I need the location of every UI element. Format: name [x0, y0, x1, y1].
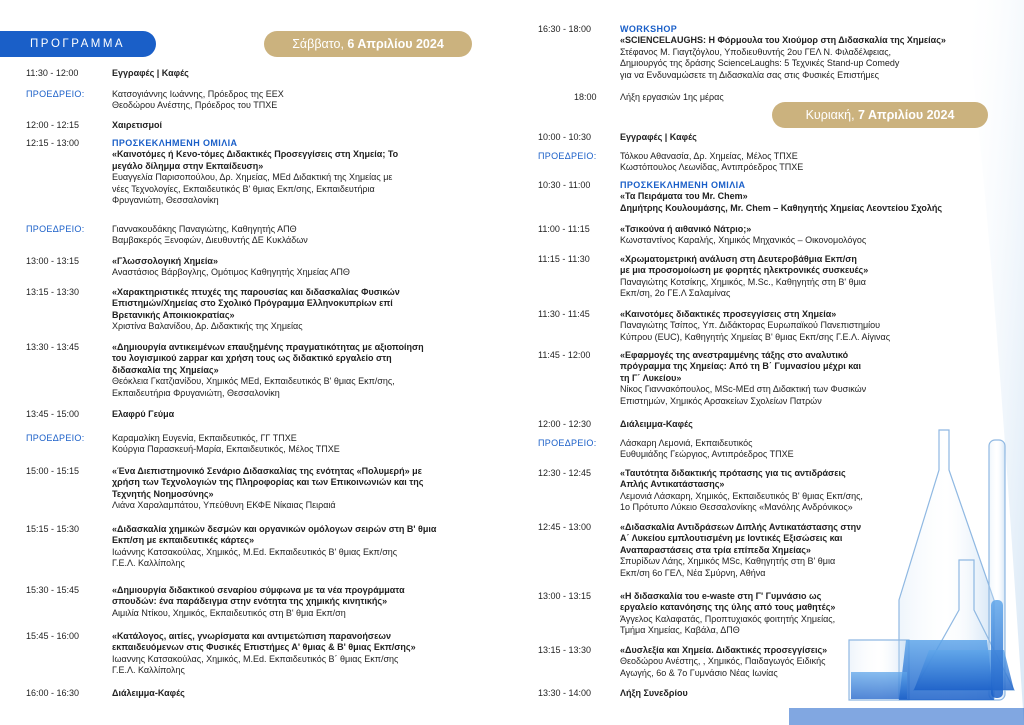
- speaker-line: Τόλκου Αθανασία, Δρ. Χημείας, Μέλος ΤΠΧΕ: [620, 151, 798, 161]
- item-content: [112, 138, 398, 206]
- item-content: [620, 468, 863, 514]
- speaker-line: Αναστάσιος Βάρβογλης, Ομότιμος Καθηγητής Χημείας ΑΠΘ: [112, 267, 350, 278]
- day1-date-badge: [264, 31, 472, 57]
- talk-title-line: «Διδασκαλία χημικών δεσμών και οργανικών ομόλογων σειρών στη Β' θμια: [112, 524, 437, 534]
- speaker-line: Στέφανος Μ. Γιαγτζόγλου, Υποδιευθυντής 2ου ΓΕΛ Ν. Φιλαδέλφειας,: [620, 46, 892, 57]
- speaker-line: Νίκος Γιαννακόπουλος, MSc-MEd στη Διδακτική των Φυσικών: [620, 384, 867, 395]
- day1-date: 6 Απριλίου 2024: [347, 37, 444, 51]
- speaker-line: Κούργια Παρασκευή-Μαρία, Εκπαιδευτικός, Μέλος ΤΠΧΕ: [112, 444, 340, 455]
- time-slot: 12:00 - 12:15: [26, 120, 80, 130]
- talk-title-line: «Χρωματομετρική ανάλυση στη Δευτεροβάθμια Εκπ/ση: [620, 254, 857, 264]
- speaker-line: Κύπρου (EUC), Καθηγητής Χημείας Β' θμιας Εκπ/σης Γ.Ε.Λ. Αίγινας: [620, 331, 891, 342]
- time-slot: 15:30 - 15:45: [26, 585, 80, 595]
- item-content: [112, 433, 340, 456]
- chair-label: ΠΡΟΕΔΡΕΙΟ:: [26, 224, 85, 234]
- time-slot: 15:15 - 15:30: [26, 524, 80, 534]
- talk-title-line: του λογισμικού zappar και χρήση τους ως διδακτικό εργαλείο στη: [112, 353, 392, 364]
- speaker-line: Αιμιλία Ντίκου, Χημικός, Εκπαιδευτικός στη Β' θμια Εκπ/ση: [112, 607, 346, 618]
- talk-title-line: «Καινοτόμες ή Κενο-τόμες Διδακτικές Προσεγγίσεις στη Χημεία; Το: [112, 149, 399, 160]
- speaker-line: Κατσογιάννης Ιωάννης, Πρόεδρος της ΕΕΧ: [112, 89, 284, 99]
- day2-weekday: Κυριακή,: [805, 108, 859, 122]
- speaker-line: Γ.Ε.Λ. Καλλίπολης: [112, 558, 185, 569]
- talk-title-line: «Τα Πειράματα του Mr. Chem»: [620, 191, 748, 202]
- speaker-line: Κωνσταντίνος Καραλής, Χημικός Μηχανικός – Οικονομολόγος: [620, 235, 867, 246]
- speaker-line: Βαμβακερός Ξενοφών, Διευθυντής ΔΕ Κυκλάδων: [112, 235, 308, 246]
- day2-date: 7 Απριλίου 2024: [858, 108, 955, 122]
- talk-title-line: «Κατάλογος, αιτίες, γνωρίσματα και αντιμετώπιση παρανοήσεων: [112, 631, 391, 641]
- item-content: [112, 287, 400, 333]
- speaker-line: Λιάνα Χαραλαμπάτου, Υπεύθυνη ΕΚΦΕ Νίκαιας Πειραιά: [112, 500, 336, 511]
- talk-title-line: εκπαιδευόμενων στις Φυσικές Επιστήμες Α' θμιας & Β' θμιας Εκπ/σης»: [112, 642, 416, 653]
- talk-title-line: με μια προσομοίωση με φορητές ηλεκτρονικές συσκευές»: [620, 265, 869, 276]
- talk-title-line: «Εφαρμογές της ανεστραμμένης τάξης στο αναλυτικό: [620, 350, 849, 360]
- speaker-line: Τμήμα Χημείας, Καβάλα, ΔΠΘ: [620, 625, 740, 636]
- item-content: [112, 688, 185, 699]
- talk-title-line: διδασκαλία της Χημείας»: [112, 364, 219, 375]
- speaker-line: Λάσκαρη Λεμονιά, Εκπαιδευτικός: [620, 438, 753, 448]
- time-slot: 12:00 - 12:30: [538, 419, 592, 429]
- speaker-line: για να Ενδυναμώσετε τη Διδασκαλία σας στις Φυσικές Επιστήμες: [620, 69, 879, 80]
- speaker-line: Παναγιώτης Τσίπος, Υπ. Διδάκτορας Ευρωπαϊκού Πανεπιστημίου: [620, 320, 881, 331]
- talk-title-line: Εκπ/ση με εκπαιδευτικές κάρτες»: [112, 535, 255, 546]
- talk-title-line: πρόγραμμα της Χημείας: Από τη Β΄ Γυμνασίου μέχρι και: [620, 361, 862, 372]
- time-slot: 18:00: [574, 92, 597, 102]
- talk-title-line: σπουδών: ένα παράδειγμα στην ενότητα της χημικής κινητικής»: [112, 596, 388, 607]
- talk-title-line: Εγγραφές | Καφές: [620, 132, 697, 142]
- speaker-line: Εκπαιδευτήρια Φρυγανιώτη, Θεσσαλονίκη: [112, 387, 280, 398]
- talk-title-line: «Ένα Διεπιστημονικό Σενάριο Διδασκαλίας της ενότητας «Πολυμερή» με: [112, 466, 422, 476]
- speaker-line: Ευθυμιάδης Γεώργιος, Αντιπρόεδρος ΤΠΧΕ: [620, 449, 794, 460]
- speaker-line: Θεόκλεια Γκατζιανίδου, Χημικός MEd, Εκπαιδευτικός Β' θμιας Εκπ/σης,: [112, 376, 395, 387]
- speaker-line: Ιωαννης Κατσακούλας, Χημικός, M.Ed. Εκπαιδευτικός Β΄ θμιας Εκπ/σης: [112, 653, 399, 664]
- item-content: [112, 120, 162, 131]
- item-content: [112, 89, 284, 112]
- time-slot: 11:30 - 11:45: [538, 309, 590, 319]
- talk-title-line: Χαιρετισμοί: [112, 120, 163, 130]
- item-content: [620, 645, 827, 679]
- talk-title-line: «Δυσλεξία και Χημεία. Διδακτικές προσεγγίσεις»: [620, 645, 828, 655]
- speaker-line: Εκπ/ση 6ο ΓΕΛ, Νέα Σμύρνη, Αθήνα: [620, 567, 766, 578]
- time-slot: 13:30 - 13:45: [26, 342, 80, 352]
- speaker-line: Λήξη εργασιών 1ης μέρας: [620, 92, 724, 102]
- time-slot: 10:30 - 11:00: [538, 180, 591, 190]
- item-content: [112, 585, 405, 619]
- item-content: [620, 254, 868, 300]
- talk-title-line: «Καινοτόμες διδακτικές προσεγγίσεις στη Χημεία»: [620, 309, 837, 319]
- item-content: [112, 68, 189, 79]
- item-content: [112, 409, 174, 420]
- item-content: [620, 151, 803, 174]
- speaker-line: 1ο Πρότυπο Λύκειο Θεσσαλονίκης «Μανόλης Ανδρόνικος»: [620, 502, 853, 513]
- item-content: [620, 92, 724, 103]
- talk-title-line: χρήση των Τεχνολογιών της Πληροφορίας και των Επικοινωνιών και της: [112, 477, 424, 488]
- time-slot: 13:00 - 13:15: [538, 591, 592, 601]
- speaker-line: Γ.Ε.Λ. Καλλίπολης: [112, 665, 185, 676]
- item-content: [620, 180, 942, 214]
- section-heading: WORKSHOP: [620, 24, 678, 34]
- section-heading: ΠΡΟΣΚΕΚΛΗΜΕΝΗ ΟΜΙΛΙΑ: [620, 180, 746, 190]
- item-content: [112, 524, 436, 570]
- time-slot: 13:15 - 13:30: [538, 645, 592, 655]
- talk-title-line: «Διδασκαλία Αντιδράσεων Διπλής Αντικατάστασης στην: [620, 522, 862, 532]
- program-title: ΠΡΟΓΡΑΜΜΑ: [0, 31, 156, 57]
- speaker-line: Γιαννακουδάκης Παναγιώτης, Καθηγητής ΑΠΘ: [112, 224, 297, 234]
- speaker-line: Επιστημών, Χημικός Αρσακείων Σχολείων Πατρών: [620, 395, 822, 406]
- item-content: [620, 132, 697, 143]
- talk-title-line: Α΄ Λυκείου εμπλουτισμένη με Ιοντικές Εξισώσεις και: [620, 533, 843, 544]
- time-slot: 13:00 - 13:15: [26, 256, 80, 266]
- item-content: [620, 309, 890, 343]
- item-content: [620, 419, 693, 430]
- item-content: [620, 522, 861, 579]
- speaker-line: Εκπ/ση, 2ο ΓΕ.Λ Σαλαμίνας: [620, 288, 731, 299]
- speaker-line: Φρυγανιώτη, Θεσσαλονίκη: [112, 195, 219, 206]
- section-heading: ΠΡΟΣΚΕΚΛΗΜΕΝΗ ΟΜΙΛΙΑ: [112, 138, 238, 148]
- time-slot: 11:30 - 12:00: [26, 68, 79, 78]
- right-page: [512, 0, 1024, 725]
- talk-title-line: Τεχνητής Νοημοσύνης»: [112, 488, 214, 499]
- time-slot: 13:30 - 14:00: [538, 688, 592, 698]
- item-content: [112, 466, 423, 512]
- speaker-line: Κωστόπουλος Λεωνίδας, Αντιπρόεδρος ΤΠΧΕ: [620, 162, 804, 173]
- talk-title-line: Λήξη Συνεδρίου: [620, 688, 688, 698]
- time-slot: 13:45 - 15:00: [26, 409, 80, 419]
- talk-title-line: Διάλειμμα-Καφές: [620, 419, 693, 429]
- talk-title-line: «Χαρακτηριστικές πτυχές της παρουσίας και διδασκαλίας Φυσικών: [112, 287, 400, 297]
- talk-title-line: μεγάλο δίλημμα στην Εκπαίδευση»: [112, 160, 264, 171]
- speaker-line: νέες Τεχνολογίες, Εκπαιδευτικός Β' θμιας Εκπ/σης, Εκπαιδευτήρια: [112, 183, 375, 194]
- time-slot: 15:45 - 16:00: [26, 631, 80, 641]
- talk-title-line: «Δημιουργία αντικειμένων επαυξημένης πραγματικότητας με αξιοποίηση: [112, 342, 424, 352]
- item-content: [620, 688, 688, 699]
- speaker-line: Δημιουργός της δράσης ScienceLaughs: 5 Τεχνικές Stand-up Comedy: [620, 58, 900, 69]
- speaker-line: Θεοδώρου Ανέστης, Πρόεδρος του ΤΠΧΕ: [112, 100, 278, 111]
- item-content: [112, 342, 424, 399]
- speaker-line: Θεοδώρου Ανέστης, , Χημικός, Παιδαγωγός Ειδικής: [620, 656, 826, 667]
- time-slot: 16:30 - 18:00: [538, 24, 592, 34]
- talk-title-line: «Ταυτότητα διδακτικής πρότασης για τις αντιδράσεις: [620, 468, 846, 478]
- chair-label: ΠΡΟΕΔΡΕΙΟ:: [538, 151, 597, 161]
- speaker-line: Σπυρίδων Λάης, Χημικός MSc, Καθηγητής στη Β' θμια: [620, 556, 836, 567]
- item-content: [112, 256, 350, 279]
- talk-title-line: «SCIENCELAUGHS: Η Φόρμουλα του Χιούμορ στη Διδασκαλία της Χημείας»: [620, 35, 946, 46]
- speaker-line: Λεμονιά Λάσκαρη, Χημικός, Εκπαιδευτικός Β' θμιας Εκπ/σης,: [620, 490, 863, 501]
- item-content: [620, 24, 946, 81]
- item-content: [620, 591, 835, 637]
- time-slot: 11:45 - 12:00: [538, 350, 591, 360]
- talk-title-line: Βρετανικής Αποικιοκρατίας»: [112, 309, 235, 320]
- talk-title-line: Επιστημών/Χημείας στο Σχολικό Πρόγραμμα Ελληνοκυπρίων επί: [112, 298, 393, 309]
- talk-title-line: Απλής Αντικατάστασης»: [620, 479, 725, 490]
- chair-label: ΠΡΟΕΔΡΕΙΟ:: [26, 433, 85, 443]
- time-slot: 12:45 - 13:00: [538, 522, 592, 532]
- item-content: [112, 631, 416, 677]
- speaker-line: Ιωάννης Κατσακούλας, Χημικός, M.Ed. Εκπαιδευτικός Β' θμιας Εκπ/σης: [112, 546, 398, 557]
- talk-title-line: τη Γ΄ Λυκείου»: [620, 372, 682, 383]
- speaker-line: Αγωγής, 6ο & 7ο Γυμνάσιο Νέας Ιωνίας: [620, 667, 778, 678]
- item-content: [620, 224, 866, 247]
- talk-title-line: «Γλωσσολογική Χημεία»: [112, 256, 218, 266]
- speaker-line: Χριστίνα Βαλανίδου, Δρ. Διδακτικής της Χημείας: [112, 321, 303, 332]
- talk-title-line: εργαλείο κατανόησης της ύλης από τους μαθητές»: [620, 602, 836, 613]
- talk-title-line: Διάλειμμα-Καφές: [112, 688, 185, 698]
- talk-title-line: Ελαφρύ Γεύμα: [112, 409, 175, 419]
- time-slot: 12:15 - 13:00: [26, 138, 80, 148]
- talk-title-line: «Η διδασκαλία του e-waste στη Γ' Γυμνάσιο ως: [620, 591, 822, 601]
- time-slot: 16:00 - 16:30: [26, 688, 80, 698]
- speaker-line: Άγγελος Καλαφατάς, Προπτυχιακός φοιτητής Χημείας,: [620, 613, 836, 624]
- chair-label: ΠΡΟΕΔΡΕΙΟ:: [538, 438, 597, 448]
- time-slot: 11:00 - 11:15: [538, 224, 590, 234]
- item-content: [620, 350, 866, 407]
- day2-date-badge: [772, 102, 988, 128]
- chair-label: ΠΡΟΕΔΡΕΙΟ:: [26, 89, 85, 99]
- speaker-line: Παναγιώτης Κοτσίκης, Χημικός, M.Sc., Καθηγητής στη Β' θμια: [620, 276, 866, 287]
- talk-title-line: «Τσικούνα ή αιθανικό Νάτριο;»: [620, 224, 752, 234]
- day1-weekday: Σάββατο,: [292, 37, 348, 51]
- speaker-line: Καραμαλίκη Ευγενία, Εκπαιδευτικός, ΓΓ ΤΠΧΕ: [112, 433, 297, 443]
- item-content: [620, 438, 794, 461]
- time-slot: 15:00 - 15:15: [26, 466, 80, 476]
- talk-title-line: Εγγραφές | Καφές: [112, 68, 189, 78]
- talk-title-line: Αναπαραστάσεις στα τρία επίπεδα Χημείας»: [620, 544, 811, 555]
- time-slot: 13:15 - 13:30: [26, 287, 80, 297]
- item-content: [112, 224, 308, 247]
- talk-title-line: Δημήτρης Κουλουμάσης, Mr. Chem – Καθηγητής Χημείας Λεοντείου Σχολής: [620, 202, 943, 213]
- speaker-line: Ευαγγελία Παρισοπούλου, Δρ. Χημείας, MEd Διδακτική της Χημείας με: [112, 172, 393, 183]
- time-slot: 10:00 - 10:30: [538, 132, 592, 142]
- time-slot: 12:30 - 12:45: [538, 468, 592, 478]
- talk-title-line: «Δημιουργία διδακτικού σεναρίου σύμφωνα με τα νέα προγράμματα: [112, 585, 405, 595]
- time-slot: 11:15 - 11:30: [538, 254, 590, 264]
